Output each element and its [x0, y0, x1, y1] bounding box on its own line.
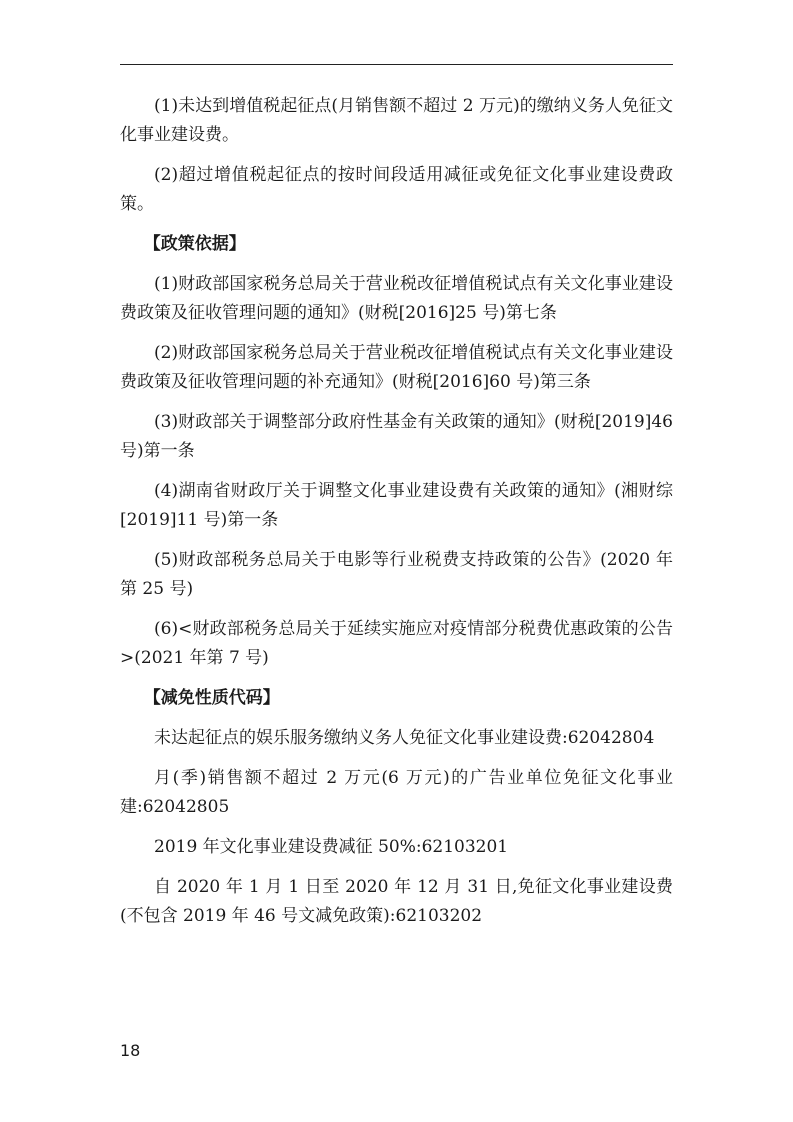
document-body: [120, 92, 673, 942]
paragraph: (2)超过增值税起征点的按时间段适用减征或免征文化事业建设费政策。: [120, 165, 673, 214]
page-number: 18: [120, 1041, 141, 1060]
paragraph: (6)<财政部税务总局关于延续实施应对疫情部分税费优惠政策的公告>(2021 年第 7 号): [120, 619, 673, 668]
paragraph: 自 2020 年 1 月 1 日至 2020 年 12 月 31 日,免征文化事业建设费(不包含 2019 年 46 号文减免政策):62103202: [120, 877, 673, 926]
paragraph: (3)财政部关于调整部分政府性基金有关政策的通知》(财税[2019]46 号)第一条: [120, 412, 673, 461]
paragraph: (1)未达到增值税起征点(月销售额不超过 2 万元)的缴纳义务人免征文化事业建设费。: [120, 96, 673, 145]
paragraph: (5)财政部税务总局关于电影等行业税费支持政策的公告》(2020 年第 25 号): [120, 550, 673, 599]
paragraph: (4)湖南省财政厅关于调整文化事业建设费有关政策的通知》(湘财综[2019]11 号)第一条: [120, 481, 673, 530]
section-heading-exemption-code: 【减免性质代码】: [143, 688, 280, 708]
paragraph: 月(季)销售额不超过 2 万元(6 万元)的广告业单位免征文化事业建:62042805: [120, 768, 673, 817]
paragraph: (1)财政部国家税务总局关于营业税改征增值税试点有关文化事业建设费政策及征收管理问题的通知》(财税[2016]25 号)第七条: [120, 274, 673, 323]
paragraph: (2)财政部国家税务总局关于营业税改征增值税试点有关文化事业建设费政策及征收管理问题的补充通知》(财税[2016]60 号)第三条: [120, 343, 673, 392]
section-heading-policy-basis: 【政策依据】: [143, 234, 246, 254]
paragraph: 2019 年文化事业建设费减征 50%:62103201: [154, 837, 509, 857]
paragraph: 未达起征点的娱乐服务缴纳义务人免征文化事业建设费:62042804: [154, 728, 655, 748]
header-rule: [120, 64, 673, 65]
